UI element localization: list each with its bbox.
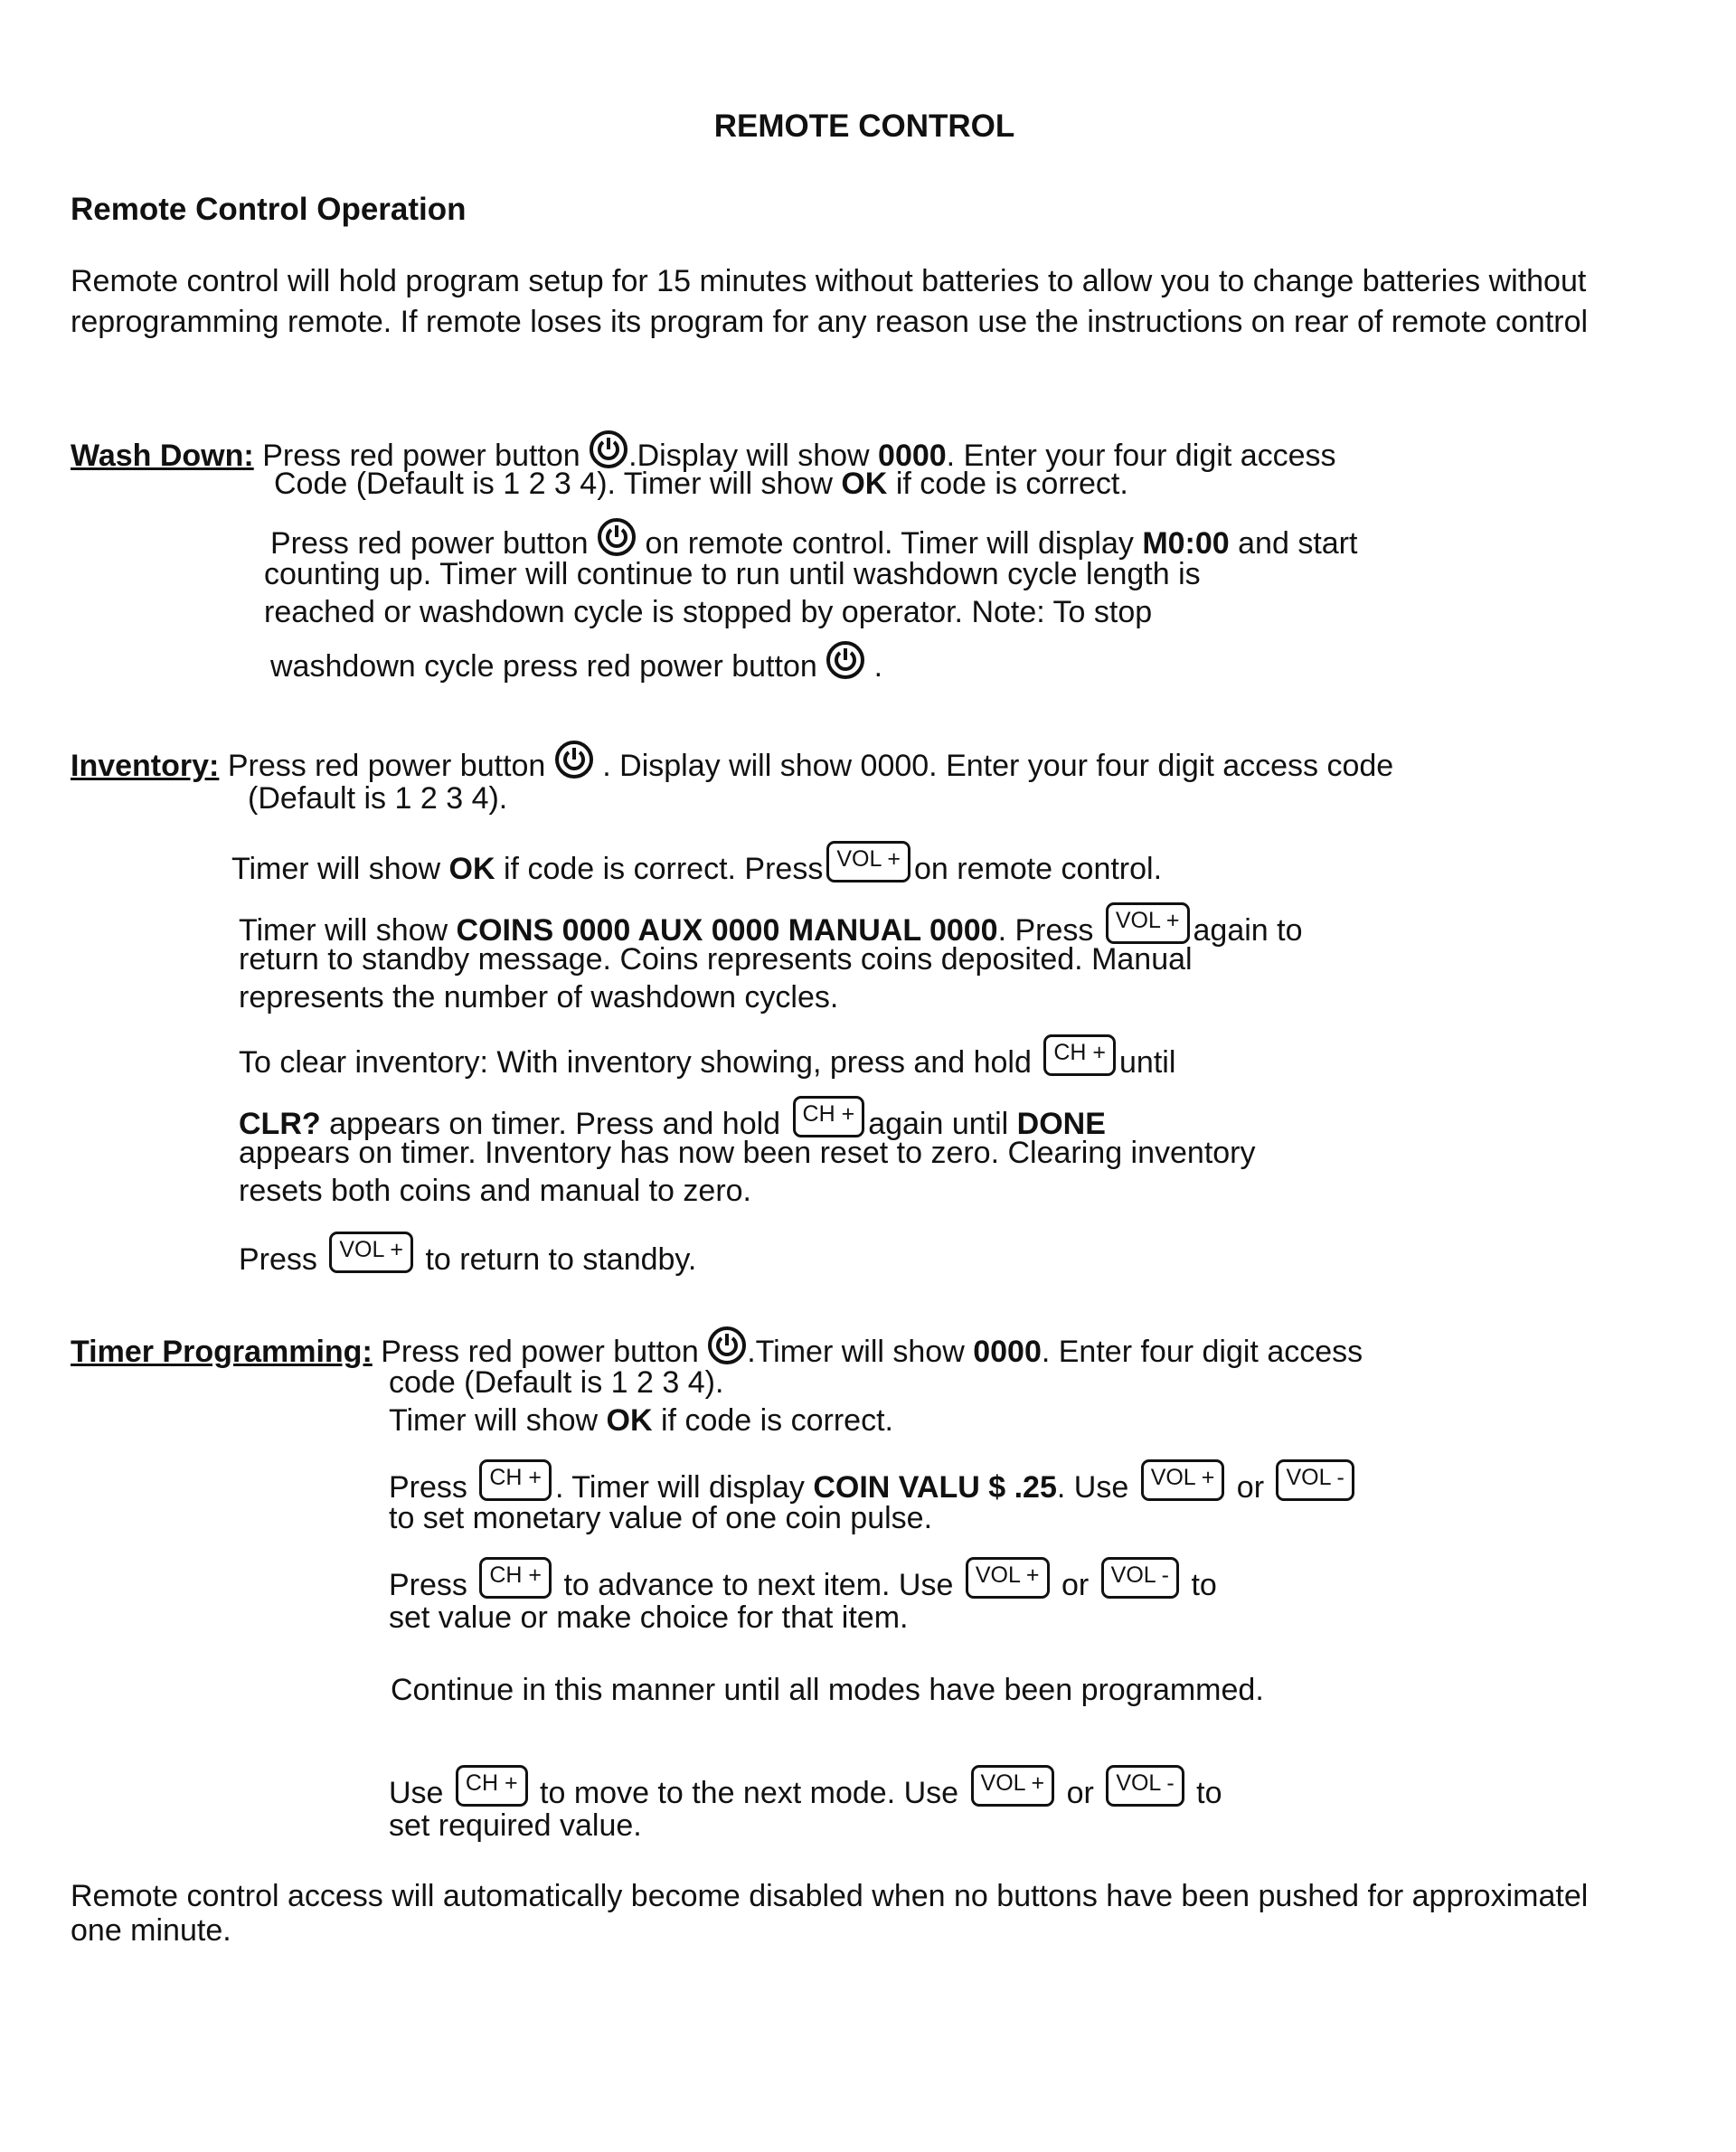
timer-programming-label: Timer Programming: (71, 1335, 373, 1369)
text: . Display will show 0000. Enter your four digit access code (602, 749, 1394, 783)
text: To clear inventory: With inventory showing, press and hold (239, 1045, 1032, 1080)
intro-line-1: Remote control will hold program setup for 15 minutes without batteries to allow you to change batteries without (71, 264, 1587, 298)
counters-text: COINS 0000 AUX 0000 MANUAL 0000 (456, 913, 998, 948)
text: if code is correct. Press (504, 852, 824, 886)
text: on remote control. (914, 852, 1163, 886)
inventory-line-10: resets both coins and manual to zero. (239, 1174, 751, 1208)
inventory-line-9: appears on timer. Inventory has now been reset to zero. Clearing inventory (239, 1136, 1256, 1170)
text: again until (868, 1107, 1009, 1141)
text: . Press (997, 913, 1094, 948)
text: Press red power button (381, 1335, 699, 1369)
text: Press red power button (270, 526, 589, 561)
wash-down-line-4: counting up. Timer will continue to run until washdown cycle length is (264, 557, 1201, 591)
wash-down-line-5: reached or washdown cycle is stopped by operator. Note: To stop (264, 595, 1153, 629)
wash-down-label: Wash Down: (71, 439, 254, 473)
vol-minus-key-icon: VOL - (1276, 1459, 1354, 1501)
text: washdown cycle press red power button (270, 649, 817, 684)
text: Press (239, 1242, 317, 1277)
text: to (1191, 1568, 1217, 1602)
inventory-line-6: represents the number of washdown cycles. (239, 980, 839, 1015)
text: . Enter your four digit access (946, 439, 1336, 473)
text: Timer will show (231, 852, 441, 886)
timer-line-10: set required value. (389, 1808, 642, 1843)
text: . Enter four digit access (1041, 1335, 1363, 1369)
ch-plus-key-icon: CH + (456, 1765, 528, 1807)
footer-note: Remote control access will automatically become disabled when no buttons have been pushed for approximatel one minute. (71, 1879, 1589, 1948)
ok-text: OK (606, 1403, 653, 1438)
intro-paragraph (71, 261, 1635, 343)
vol-plus-key-icon: VOL + (329, 1232, 413, 1273)
text: to return to standby. (425, 1242, 697, 1277)
text: . (873, 649, 883, 684)
timer-line-3 (389, 1402, 893, 1439)
wash-down-line-6 (270, 640, 882, 685)
ch-plus-key-icon: CH + (479, 1459, 552, 1501)
inventory-line-5: return to standby message. Coins represents coins deposited. Manual (239, 942, 1193, 977)
text: Timer will show (389, 1403, 599, 1438)
page-title: REMOTE CONTROL (713, 109, 1015, 144)
text: or (1066, 1776, 1094, 1810)
vol-plus-key-icon: VOL + (971, 1765, 1055, 1807)
section-heading: Remote Control Operation (71, 192, 467, 227)
text: Timer will show (239, 913, 448, 948)
text: . Use (1056, 1470, 1129, 1505)
ch-plus-key-icon: CH + (1043, 1034, 1116, 1076)
text: to advance to next item. Use (563, 1568, 954, 1602)
text: on remote control. Timer will display (645, 526, 1134, 561)
text: and start (1238, 526, 1358, 561)
inventory-line-11 (239, 1232, 696, 1279)
m000-text: M0:00 (1142, 526, 1230, 561)
clr-text: CLR? (239, 1107, 321, 1141)
text: Press red power button (262, 439, 580, 473)
vol-plus-key-icon: VOL + (1141, 1459, 1225, 1501)
code-0000: 0000 (878, 439, 947, 473)
text: until (1119, 1045, 1176, 1080)
vol-minus-key-icon: VOL - (1106, 1765, 1184, 1807)
timer-line-8: Continue in this manner until all modes have been programmed. (391, 1673, 1264, 1707)
text: Press (389, 1470, 467, 1505)
text: Code (Default is 1 2 3 4). Timer will show (274, 467, 833, 501)
text: . Timer will display (555, 1470, 805, 1505)
done-text: DONE (1016, 1107, 1106, 1141)
code-0000: 0000 (973, 1335, 1042, 1369)
ok-text: OK (448, 852, 495, 886)
text: .Timer will show (747, 1335, 965, 1369)
ok-text: OK (841, 467, 888, 501)
inventory-line-7 (239, 1034, 1175, 1081)
text: to move to the next mode. Use (540, 1776, 959, 1810)
text: or (1061, 1568, 1090, 1602)
power-icon (597, 517, 637, 557)
power-icon (589, 429, 628, 469)
text: to (1196, 1776, 1222, 1810)
inventory-line-1 (71, 740, 1393, 785)
vol-minus-key-icon: VOL - (1101, 1557, 1179, 1599)
text: Press (389, 1568, 467, 1602)
vol-plus-key-icon: VOL + (1106, 902, 1190, 944)
coin-value-text: COIN VALU $ .25 (813, 1470, 1057, 1505)
text: again to (1193, 913, 1303, 948)
ch-plus-key-icon: CH + (479, 1557, 552, 1599)
vol-plus-key-icon: VOL + (966, 1557, 1050, 1599)
text: Press red power button (227, 749, 546, 783)
timer-line-2: code (Default is 1 2 3 4). (389, 1365, 724, 1400)
text: appears on timer. Press and hold (329, 1107, 781, 1141)
power-icon (826, 640, 865, 680)
vol-plus-key-icon: VOL + (826, 841, 910, 883)
text: .Display will show (628, 439, 870, 473)
text: if code is correct. (895, 467, 1128, 501)
inventory-label: Inventory: (71, 749, 220, 783)
wash-down-line-2 (274, 465, 1128, 503)
timer-line-5: to set monetary value of one coin pulse. (389, 1501, 933, 1535)
text: if code is correct. (661, 1403, 893, 1438)
power-icon (554, 740, 594, 779)
intro-line-2: reprogramming remote. If remote loses its program for any reason use the instructions on rear of remote control (71, 305, 1589, 339)
text: or (1236, 1470, 1265, 1505)
timer-line-6 (389, 1557, 1217, 1604)
power-icon (707, 1326, 747, 1365)
timer-line-7: set value or make choice for that item. (389, 1600, 909, 1635)
timer-line-9 (389, 1765, 1222, 1812)
ch-plus-key-icon: CH + (793, 1096, 865, 1137)
text: Use (389, 1776, 444, 1810)
inventory-line-2: (Default is 1 2 3 4). (248, 781, 508, 816)
inventory-line-3 (231, 841, 1162, 888)
